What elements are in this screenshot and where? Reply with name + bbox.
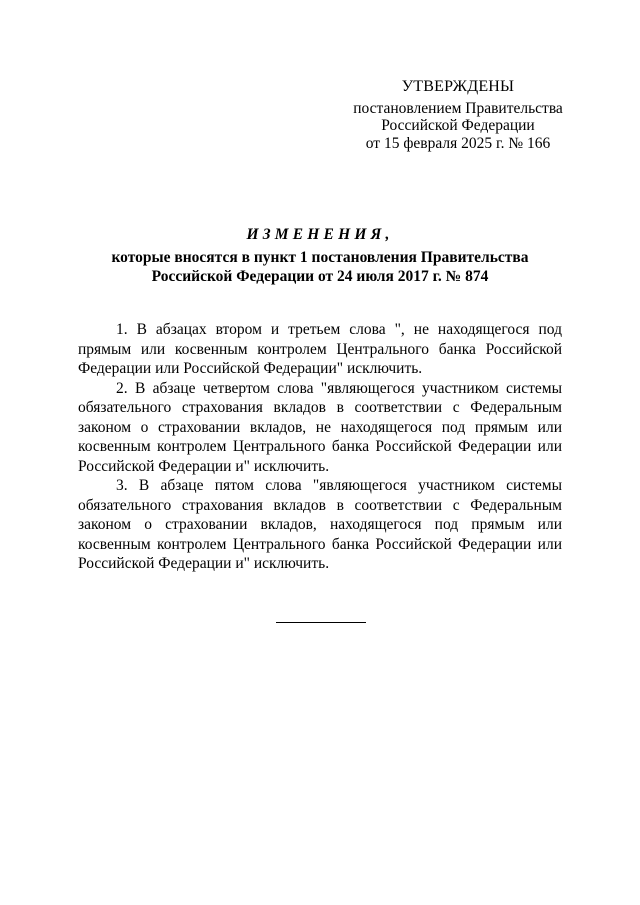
amendment-item: 3. В абзаце пятом слова "являющегося участником системы обязательного страхования вкладов в соответствии с Федеральным законом о страховании вкладов, находящегося под прямым или косвенным контролем Центрального банка Российской Федерации или Российской Федерации и" исключить. (78, 477, 562, 572)
document-subtitle (60, 249, 580, 286)
approval-line-3: от 15 февраля 2025 г. № 166 (365, 134, 551, 152)
subtitle-line-2: Российской Федерации от 24 июля 2017 г. № 874 (151, 267, 489, 285)
approval-line-2: Российской Федерации (381, 117, 535, 134)
subtitle-line-1: которые вносятся в пункт 1 постановления Правительства (111, 249, 529, 266)
end-divider (276, 622, 366, 623)
amendment-item: 1. В абзацах втором и третьем слова ", не находящегося под прямым или косвенным контролем Центрального банка Российской Федерации или Российской Федерации" исключить. (78, 321, 562, 377)
document-title: ИЗМЕНЕНИЯ, (246, 226, 394, 243)
amendment-item: 2. В абзаце четвертом слова "являющегося участником системы обязательного страхования вкладов в соответствии с Федеральным законом о страховании вкладов, не находящегося под прямым или косвенным контролем Центрального банка Российской Федерации или Российской Федерации и" исключить. (78, 379, 562, 475)
approval-stamp: УТВЕРЖДЕНЫ (401, 78, 515, 95)
approval-line-1: постановлением Правительства (353, 99, 563, 117)
approval-block (338, 78, 578, 152)
amendments-list (78, 320, 562, 574)
